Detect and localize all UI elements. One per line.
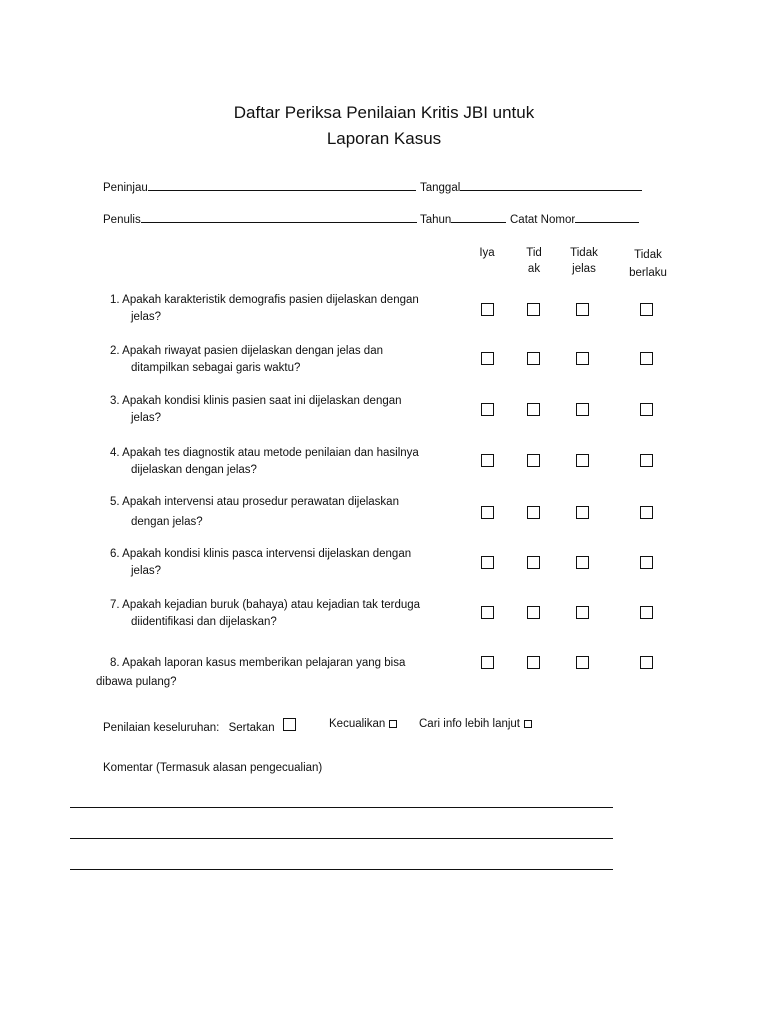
q4-yes-checkbox[interactable] [481,454,494,467]
q5-yes-checkbox[interactable] [481,506,494,519]
q7-na-checkbox[interactable] [640,606,653,619]
record-number-label: Catat Nomor [510,214,576,226]
comments-label: Komentar (Termasuk alasan pengecualian) [103,762,323,774]
author-field[interactable] [103,211,417,226]
q8-unclear-checkbox[interactable] [576,656,589,669]
q7-no-checkbox[interactable] [527,606,540,619]
question-8 [96,655,406,691]
reviewer-line[interactable] [148,179,416,191]
question-text: diidentifikasi dan dijelaskan? [131,616,277,628]
q2-no-checkbox[interactable] [527,352,540,365]
q1-unclear-checkbox[interactable] [576,303,589,316]
column-unclear: Tidak jelas [570,247,598,275]
question-text: 1. Apakah karakteristik demografis pasien dijelaskan dengan [110,294,419,306]
q7-unclear-checkbox[interactable] [576,606,589,619]
question-5 [110,494,399,531]
question-7 [110,597,420,631]
column-not-applicable: Tidak berlaku [629,249,667,279]
q1-no-checkbox[interactable] [527,303,540,316]
q6-na-checkbox[interactable] [640,556,653,569]
question-text: 6. Apakah kondisi klinis pasca intervensi dijelaskan dengan [110,548,412,560]
q2-yes-checkbox[interactable] [481,352,494,365]
overall-appraisal-row [103,718,296,734]
question-4 [110,445,419,479]
question-text: 3. Apakah kondisi klinis pasien saat ini dijelaskan dengan [110,395,402,407]
question-text: 8. Apakah laporan kasus memberikan pelajaran yang bisa [110,657,406,669]
exclude-checkbox[interactable] [389,720,397,728]
q5-na-checkbox[interactable] [640,506,653,519]
q3-no-checkbox[interactable] [527,403,540,416]
comment-line-3[interactable] [70,869,613,870]
question-text: dibawa pulang? [96,676,177,688]
include-checkbox[interactable] [283,718,296,731]
date-field[interactable] [420,179,642,194]
q1-yes-checkbox[interactable] [481,303,494,316]
q5-unclear-checkbox[interactable] [576,506,589,519]
include-label: Sertakan [228,722,275,734]
q8-no-checkbox[interactable] [527,656,540,669]
seek-info-option[interactable] [419,718,532,730]
q6-yes-checkbox[interactable] [481,556,494,569]
question-text: dengan jelas? [131,516,203,528]
comment-line-1[interactable] [70,807,613,808]
question-text: ditampilkan sebagai garis waktu? [131,362,301,374]
q4-na-checkbox[interactable] [640,454,653,467]
author-label: Penulis [103,214,141,226]
reviewer-label: Peninjau [103,182,148,194]
question-6 [110,546,411,580]
title-line-2: Laporan Kasus [326,129,442,148]
comment-line-2[interactable] [70,838,613,839]
q3-unclear-checkbox[interactable] [576,403,589,416]
question-text: 4. Apakah tes diagnostik atau metode penilaian dan hasilnya [110,447,419,459]
question-text: 2. Apakah riwayat pasien dijelaskan dengan jelas dan [110,345,383,357]
q8-na-checkbox[interactable] [640,656,653,669]
q4-no-checkbox[interactable] [527,454,540,467]
exclude-label: Kecualikan [329,718,386,730]
q1-na-checkbox[interactable] [640,303,653,316]
column-no: Tid ak [526,247,542,275]
q6-no-checkbox[interactable] [527,556,540,569]
record-number-line[interactable] [575,211,639,223]
author-line[interactable] [141,211,417,223]
year-field[interactable] [420,211,506,226]
q2-na-checkbox[interactable] [640,352,653,365]
column-yes: Iya [479,247,495,259]
reviewer-field[interactable] [103,179,416,194]
overall-appraisal-label: Penilaian keseluruhan: [103,722,220,734]
question-1 [110,292,419,326]
page-title [0,100,768,152]
q5-no-checkbox[interactable] [527,506,540,519]
question-text: jelas? [131,311,162,323]
q2-unclear-checkbox[interactable] [576,352,589,365]
question-text: 5. Apakah intervensi atau prosedur perawatan dijelaskan [110,496,399,508]
question-text: 7. Apakah kejadian buruk (bahaya) atau kejadian tak terduga [110,599,421,611]
seek-info-label: Cari info lebih lanjut [419,718,521,730]
q6-unclear-checkbox[interactable] [576,556,589,569]
q8-yes-checkbox[interactable] [481,656,494,669]
question-3 [110,393,402,427]
question-text: dijelaskan dengan jelas? [131,464,257,476]
exclude-option[interactable] [329,718,397,730]
date-line[interactable] [460,179,642,191]
question-text: jelas? [131,565,162,577]
q7-yes-checkbox[interactable] [481,606,494,619]
seek-info-checkbox[interactable] [524,720,532,728]
q3-yes-checkbox[interactable] [481,403,494,416]
record-number-field[interactable] [510,211,639,226]
question-text: jelas? [131,412,162,424]
q3-na-checkbox[interactable] [640,403,653,416]
year-line[interactable] [451,211,506,223]
q4-unclear-checkbox[interactable] [576,454,589,467]
year-label: Tahun [420,214,452,226]
date-label: Tanggal [420,182,461,194]
question-2 [110,343,383,377]
title-line-1: Daftar Periksa Penilaian Kritis JBI untuk [233,103,535,122]
